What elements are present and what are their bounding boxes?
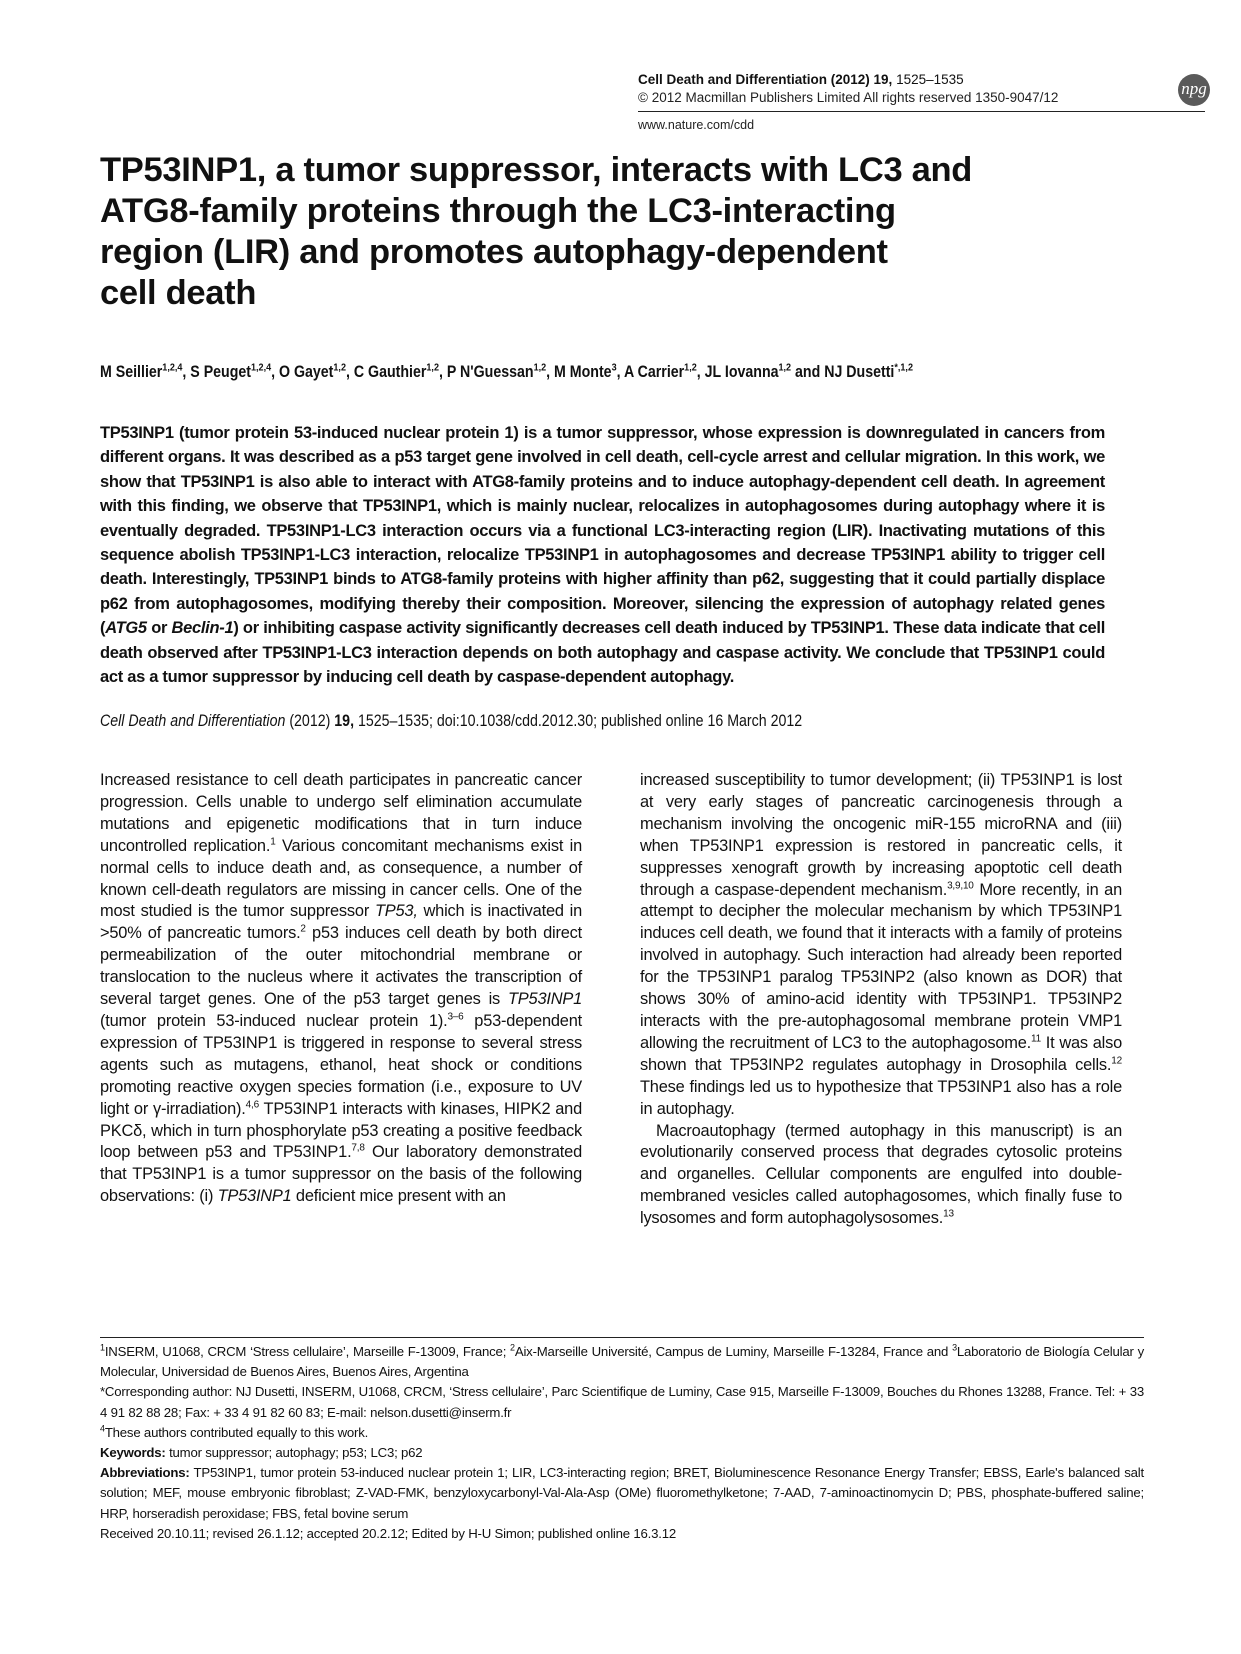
author: A Carrier$^{1,2}$, <box>623 361 705 381</box>
article-citation: Cell Death and Differentiation (2012) 19, 1525–1535; doi:10.1038/cdd.2012.30; published online 16 March 2012 <box>100 712 803 730</box>
reference-marker[interactable]: 2 <box>300 923 306 935</box>
journal-citation-line: Cell Death and Differentiation (2012) 19, 1525–1535 <box>638 72 964 87</box>
reference-marker[interactable]: 7,8 <box>351 1142 365 1154</box>
affiliations: $^1$INSERM, U1068, CRCM ‘Stress cellulaire’, Marseille F-13009, France; $^2$Aix-Marseille Université, Campus de Luminy, Marseille F-13284, France and $^3$Laboratorio de Biología Celular y Molecular, Universidad de Buenos Aires, Buenos Aires, Argentina <box>100 1342 1144 1380</box>
reference-marker[interactable]: 13 <box>943 1208 954 1220</box>
reference-marker[interactable]: 11 <box>1030 1033 1041 1045</box>
body-column-right <box>640 770 1122 1230</box>
author: M Seillier$^{1,2,4}$, <box>100 361 191 381</box>
article-title <box>100 150 1100 314</box>
author: P N'Guessan$^{1,2}$, <box>446 361 555 381</box>
journal-header <box>638 71 1197 132</box>
abbreviations: Abbreviations: TP53INP1, tumor protein 53-induced nuclear protein 1; LIR, LC3-interacting region; BRET, Bioluminescence Resonance Energy Transfer; EBSS, Earle's balanced salt solution; MEF, mouse embryonic fibroblast; Z-VAD-FMK, benzyloxycarbonyl-Val-Ala-Asp (OMe) fluoromethylketone; 7-AAD, 7-aminoactinomycin D; PBS, phosphate-buffered saline; HRP, horseradish peroxidase; FBS, fetal bovine serum <box>100 1465 1144 1521</box>
reference-marker[interactable]: 3–6 <box>447 1011 464 1023</box>
reference-marker[interactable]: 1 <box>270 836 276 848</box>
author: O Gayet$^{1,2}$, <box>278 361 354 381</box>
journal-url[interactable]: www.nature.com/cdd <box>638 118 755 132</box>
title-line: TP53INP1, a tumor suppressor, interacts with LC3 and <box>100 151 973 189</box>
title-line: ATG8-family proteins through the LC3-interacting <box>100 192 896 230</box>
npg-logo: npg <box>1178 74 1210 106</box>
equal-contribution-note: $^4$These authors contributed equally to this work. <box>100 1423 369 1440</box>
reference-marker[interactable]: 4,6 <box>245 1099 259 1111</box>
body-column-left <box>100 770 582 1208</box>
reference-marker[interactable]: 3,9,10 <box>947 880 974 892</box>
reference-marker[interactable]: 12 <box>1111 1055 1122 1067</box>
author-list <box>100 361 1003 382</box>
author: M Monte$^3$, <box>554 361 624 381</box>
author: C Gauthier$^{1,2}$, <box>353 361 447 381</box>
title-line: cell death <box>100 274 257 312</box>
body-paragraph: Increased resistance to cell death participates in pancreatic cancer progression. Cells unable to undergo self elimination accumulate mutations and epigenetic modifications that in turn induce uncontrolled replication.$^1$ Various concomitant mechanisms exist in normal cells to induce death and, as consequence, a number of known cell-death regulators are missing in cancer cells. One of the most studied is the tumor suppressor TP53, which is inactivated in >50% of pancreatic tumors.$^2$ p53 induces cell death by both direct permeabilization of the outer mitochondrial membrane or translocation to the nucleus where it activates the transcription of several target genes. One of the p53 target genes is TP53INP1 (tumor protein 53-induced nuclear protein 1).$^{3-6}$ p53-dependent expression of TP53INP1 is triggered in response to several stress agents such as mutagens, ethanol, heat shock or conditions promoting reactive oxygen species formation (i.e., exposure to UV light or γ-irradiation).$^{4,6}$ TP53INP1 interacts with kinases, HIPK2 and PKCδ, which in turn phosphorylate p53 creating a positive feedback loop between p53 and TP53INP1.$^{7,8}$ Our laboratory demonstrated that TP53INP1 is a tumor suppressor on the basis of the following observations: (i) TP53INP1 deficient mice present with an <box>100 771 583 1206</box>
received-dates: Received 20.10.11; revised 26.1.12; accepted 20.2.12; Edited by H-U Simon; published online 16.3.12 <box>100 1525 676 1541</box>
copyright-line: © 2012 Macmillan Publishers Limited All rights reserved 1350-9047/12 <box>638 90 1059 105</box>
header-rule <box>638 111 1205 112</box>
footnotes <box>100 1342 1144 1544</box>
body-paragraph: increased susceptibility to tumor development; (ii) TP53INP1 is lost at very early stages of pancreatic carcinogenesis through a mechanism involving the oncogenic miR-155 microRNA and (iii) when TP53INP1 expression is restored in pancreatic cells, it suppresses xenograft growth by increasing apoptotic cell death through a caspase-dependent mechanism.$^{3,9,10}$ More recently, in an attempt to decipher the molecular mechanism by which TP53INP1 induces cell death, we found that it interacts with a family of proteins involved in autophagy. Such interaction had already been reported for the TP53INP1 paralog TP53INP2 (also known as DOR) that shows 30% of amino-acid identity with TP53INP1. TP53INP2 interacts with the pre-autophagosomal membrane protein VMP1 allowing the recruitment of LC3 to the autophagosome.$^{11}$ It was also shown that TP53INP2 regulates autophagy in Drosophila cells.$^{12}$ These findings led us to hypothesize that TP53INP1 also has a role in autophagy. <box>640 771 1122 1118</box>
corresponding-author: *Corresponding author: NJ Dusetti, INSERM, U1068, CRCM, ‘Stress cellulaire’, Parc Scientifique de Luminy, Case 915, Marseille F-13009, Bouches du Rhones 13288, France. Tel: + 33 4 91 82 88 28; Fax: + 33 4 91 82 60 83; E-mail: nelson.dusetti@inserm.fr <box>100 1384 1144 1420</box>
footnote-rule <box>100 1337 1144 1338</box>
body-paragraph: Macroautophagy (termed autophagy in this manuscript) is an evolutionarily conserved process that degrades cytosolic proteins and organelles. Cellular components are engulfed into double-membraned vesicles called autophagosomes, which finally fuse to lysosomes and form autophagolysosomes.$^{13}$ <box>640 1121 1122 1228</box>
author: NJ Dusetti$^{*,1,2}$ <box>824 361 913 381</box>
title-line: region (LIR) and promotes autophagy-dependent <box>100 233 888 271</box>
keywords: Keywords: tumor suppressor; autophagy; p53; LC3; p62 <box>100 1445 423 1461</box>
author: JL Iovanna$^{1,2}$ and <box>704 361 825 381</box>
author: S Peuget$^{1,2,4}$, <box>190 361 279 381</box>
abstract: TP53INP1 (tumor protein 53-induced nuclear protein 1) is a tumor suppressor, whose expression is downregulated in cancers from different organs. It was described as a p53 target gene involved in cell death, cell-cycle arrest and cellular migration. In this work, we show that TP53INP1 is also able to interact with ATG8-family proteins and to induce autophagy-dependent cell death. In agreement with this finding, we observe that TP53INP1, which is mainly nuclear, relocalizes in autophagosomes during autophagy where it is eventually degraded. TP53INP1-LC3 interaction occurs via a functional LC3-interacting region (LIR). Inactivating mutations of this sequence abolish TP53INP1-LC3 interaction, relocalize TP53INP1 in autophagosomes and decrease TP53INP1 ability to trigger cell death. Interestingly, TP53INP1 binds to ATG8-family proteins with higher affinity than p62, suggesting that it could partially displace p62 from autophagosomes, modifying thereby their composition. Moreover, silencing the expression of autophagy related genes (ATG5 or Beclin-1) or inhibiting caspase activity significantly decreases cell death induced by TP53INP1. These data indicate that cell death observed after TP53INP1-LC3 interaction depends on both autophagy and caspase activity. We conclude that TP53INP1 could act as a tumor suppressor by inducing cell death by caspase-dependent autophagy. <box>100 424 1106 687</box>
